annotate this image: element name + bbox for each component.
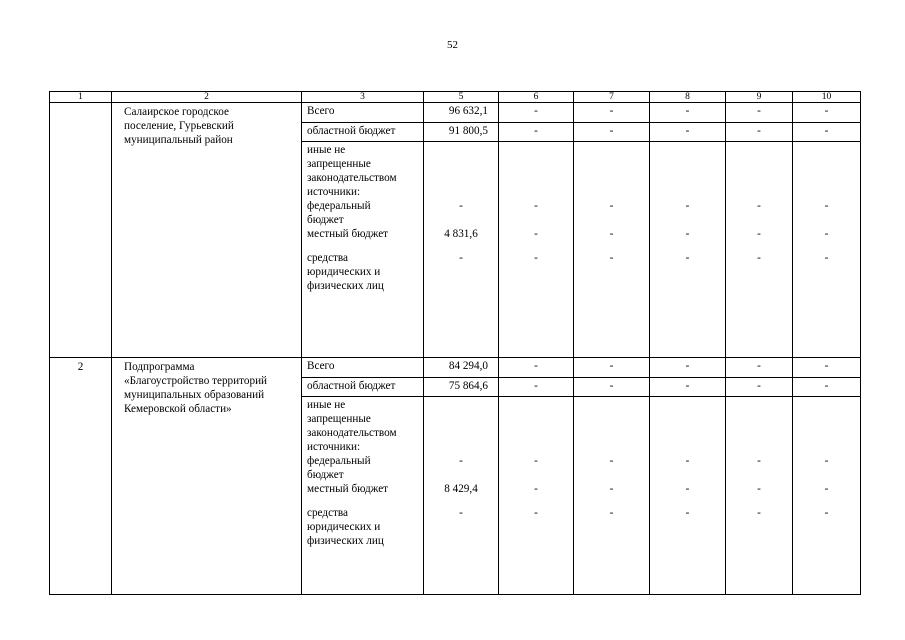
funding-table — [49, 91, 861, 595]
amount-value: - — [609, 507, 614, 519]
amount-cell: - — [793, 378, 861, 397]
amount-value: - — [685, 455, 690, 467]
amount-value: - — [459, 200, 463, 212]
source-label: физических лиц — [307, 280, 384, 292]
amount-stack-cell — [650, 142, 726, 358]
source-breakdown-cell — [302, 142, 424, 358]
column-header: 6 — [499, 92, 574, 103]
amount-cell: - — [726, 358, 793, 378]
amount-value: - — [757, 200, 761, 212]
source-label: иные не — [307, 399, 346, 411]
source-label: бюджет — [307, 469, 344, 481]
amount-value: - — [685, 228, 690, 240]
source-label: законодательством — [307, 172, 397, 184]
source-label-cell: Всего — [302, 358, 424, 378]
amount-value: - — [609, 483, 614, 495]
source-label: федеральный — [307, 200, 371, 212]
amount-cell: - — [650, 378, 726, 397]
source-label: запрещенные — [307, 413, 371, 425]
column-header: 3 — [302, 92, 424, 103]
amount-value: - — [459, 507, 463, 519]
column-header: 2 — [112, 92, 302, 103]
table-row — [50, 103, 861, 123]
source-label-cell: областной бюджет — [302, 123, 424, 142]
amount-value: - — [609, 200, 614, 212]
source-breakdown-cell — [302, 397, 424, 595]
amount-cell: - — [499, 378, 574, 397]
amount-value: - — [685, 507, 690, 519]
amount-value: - — [824, 228, 829, 240]
amount-cell: - — [574, 123, 650, 142]
program-name-cell — [112, 103, 302, 358]
amount-value: - — [534, 200, 538, 212]
amount-value: - — [685, 483, 690, 495]
row-number-cell — [50, 103, 112, 358]
column-header: 1 — [50, 92, 112, 103]
source-label: запрещенные — [307, 158, 371, 170]
amount-value: - — [459, 252, 463, 264]
column-header: 9 — [726, 92, 793, 103]
source-label: юридических и — [307, 266, 381, 278]
amount-stack-cell — [574, 397, 650, 595]
amount-value: - — [609, 252, 614, 264]
program-name-cell — [112, 358, 302, 595]
program-name-line: муниципальных образований — [124, 389, 265, 401]
amount-cell: 75 864,6 — [424, 378, 499, 397]
program-name-line: поселение, Гурьевский — [124, 120, 234, 132]
amount-value: - — [534, 455, 538, 467]
amount-value: - — [609, 455, 614, 467]
program-name-line: Кемеровской области» — [124, 403, 232, 415]
source-label: средства — [307, 252, 349, 264]
amount-value: - — [824, 455, 829, 467]
amount-value: - — [534, 483, 538, 495]
amount-stack-cell — [499, 397, 574, 595]
amount-value: - — [824, 483, 829, 495]
amount-value: - — [685, 200, 690, 212]
program-name-line: Подпрограмма — [124, 361, 195, 373]
amount-cell: - — [574, 358, 650, 378]
source-label: источники: — [307, 186, 361, 198]
source-label: юридических и — [307, 521, 381, 533]
source-label: законодательством — [307, 427, 397, 439]
amount-value: - — [609, 228, 614, 240]
amount-cell: - — [726, 123, 793, 142]
amount-value: - — [534, 228, 538, 240]
amount-cell: 84 294,0 — [424, 358, 499, 378]
amount-value: 8 429,4 — [444, 483, 478, 495]
source-label: иные не — [307, 144, 346, 156]
source-label: физических лиц — [307, 535, 384, 547]
amount-cell: - — [726, 103, 793, 123]
program-name-line: «Благоустройство территорий — [124, 375, 268, 387]
amount-cell: - — [650, 123, 726, 142]
amount-value: - — [757, 455, 761, 467]
column-header: 7 — [574, 92, 650, 103]
amount-stack-cell — [793, 142, 861, 358]
amount-cell: - — [499, 103, 574, 123]
amount-cell: - — [726, 378, 793, 397]
source-label-cell: областной бюджет — [302, 378, 424, 397]
amount-cell: - — [793, 103, 861, 123]
amount-value: - — [757, 228, 761, 240]
amount-value: - — [534, 507, 538, 519]
source-label-cell: Всего — [302, 103, 424, 123]
amount-cell: 91 800,5 — [424, 123, 499, 142]
amount-stack-cell — [424, 142, 499, 358]
amount-cell: - — [650, 358, 726, 378]
amount-cell: 96 632,1 — [424, 103, 499, 123]
source-label: средства — [307, 507, 349, 519]
amount-value: - — [534, 252, 538, 264]
amount-stack-cell — [793, 397, 861, 595]
source-label: федеральный — [307, 455, 371, 467]
amount-stack-cell — [650, 397, 726, 595]
column-header: 8 — [650, 92, 726, 103]
amount-value: - — [685, 252, 690, 264]
page-number: 52 — [447, 39, 458, 51]
source-label: местный бюджет — [307, 483, 389, 495]
amount-cell: - — [574, 378, 650, 397]
column-header: 10 — [793, 92, 861, 103]
amount-value: 4 831,6 — [444, 228, 478, 240]
amount-value: - — [757, 252, 761, 264]
source-label: источники: — [307, 441, 361, 453]
amount-value: - — [757, 507, 761, 519]
amount-stack-cell — [726, 397, 793, 595]
program-name-line: Салаирское городское — [124, 106, 229, 118]
amount-value: - — [824, 252, 829, 264]
amount-cell: - — [574, 103, 650, 123]
amount-stack-cell — [499, 142, 574, 358]
amount-stack-cell — [726, 142, 793, 358]
amount-value: - — [757, 483, 761, 495]
table-row — [50, 358, 861, 378]
amount-value: - — [459, 455, 463, 467]
row-number-cell: 2 — [50, 358, 112, 595]
amount-cell: - — [499, 358, 574, 378]
amount-cell: - — [793, 358, 861, 378]
amount-cell: - — [793, 123, 861, 142]
amount-value: - — [824, 200, 829, 212]
column-number-row — [50, 92, 861, 103]
source-label: бюджет — [307, 214, 344, 226]
amount-stack-cell — [574, 142, 650, 358]
program-name-line: муниципальный район — [124, 134, 233, 146]
amount-value: - — [824, 507, 829, 519]
amount-cell: - — [650, 103, 726, 123]
source-label: местный бюджет — [307, 228, 389, 240]
column-header: 5 — [424, 92, 499, 103]
amount-stack-cell — [424, 397, 499, 595]
amount-cell: - — [499, 123, 574, 142]
